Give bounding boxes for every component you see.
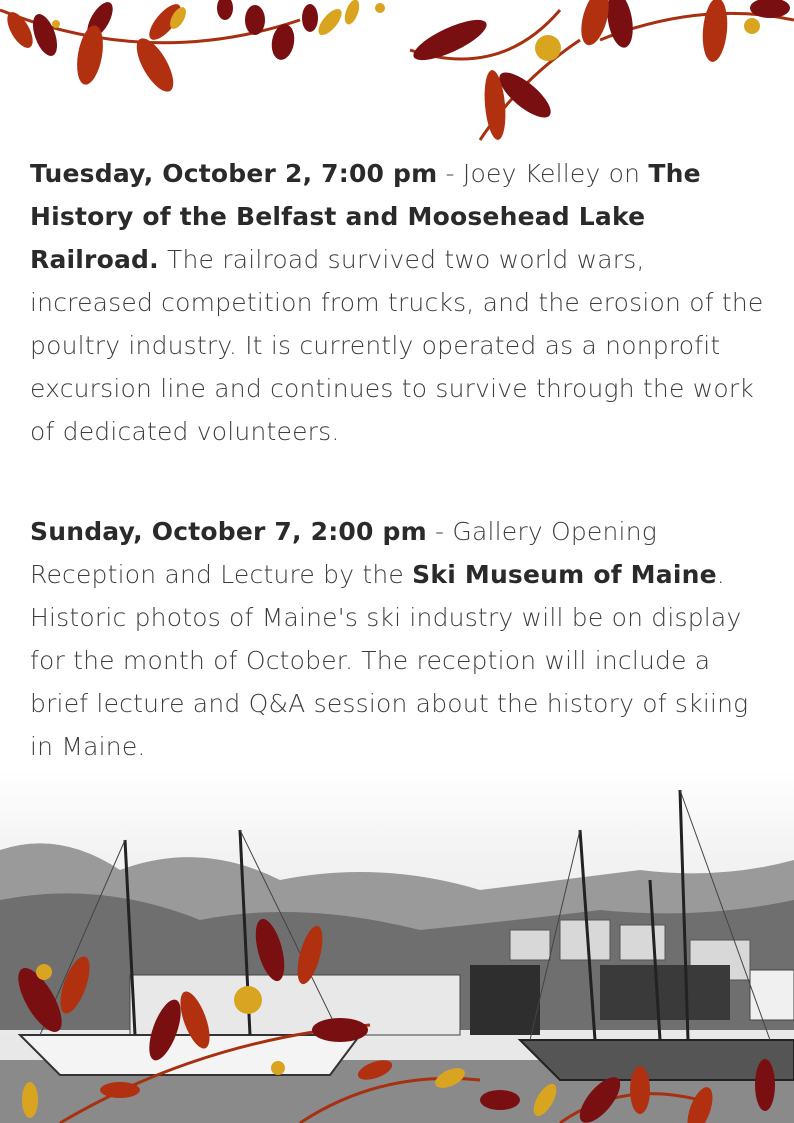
events-list [30, 152, 770, 768]
event-datetime: Sunday, October 7, 2:00 pm [30, 517, 427, 546]
autumn-leaves-decoration [0, 0, 794, 150]
event-railroad-lecture [30, 152, 770, 453]
event-intro: - Gallery Opening Reception and Lecture by the [30, 517, 657, 589]
event-datetime: Tuesday, October 2, 7:00 pm [30, 159, 438, 188]
event-description: . Historic photos of Maine's ski industry will be on display for the month of October. The reception will include a brief lecture and Q&A session about the history of skiing in Maine. [30, 560, 749, 761]
event-organization: Ski Museum of Maine [412, 560, 717, 589]
event-gallery-opening [30, 510, 770, 768]
event-description: The railroad survived two world wars, increased competition from trucks, and the erosion of the poultry industry. It is currently operated as a nonprofit excursion line and continues to survive through the work of dedicated volunteers. [30, 245, 764, 446]
event-talk-title: The History of the Belfast and Moosehead Lake Railroad. [30, 159, 701, 274]
event-speaker: - Joey Kelley on [437, 159, 649, 188]
harbor-photo [0, 770, 794, 1123]
harbor-schooners-photo [0, 770, 794, 1123]
